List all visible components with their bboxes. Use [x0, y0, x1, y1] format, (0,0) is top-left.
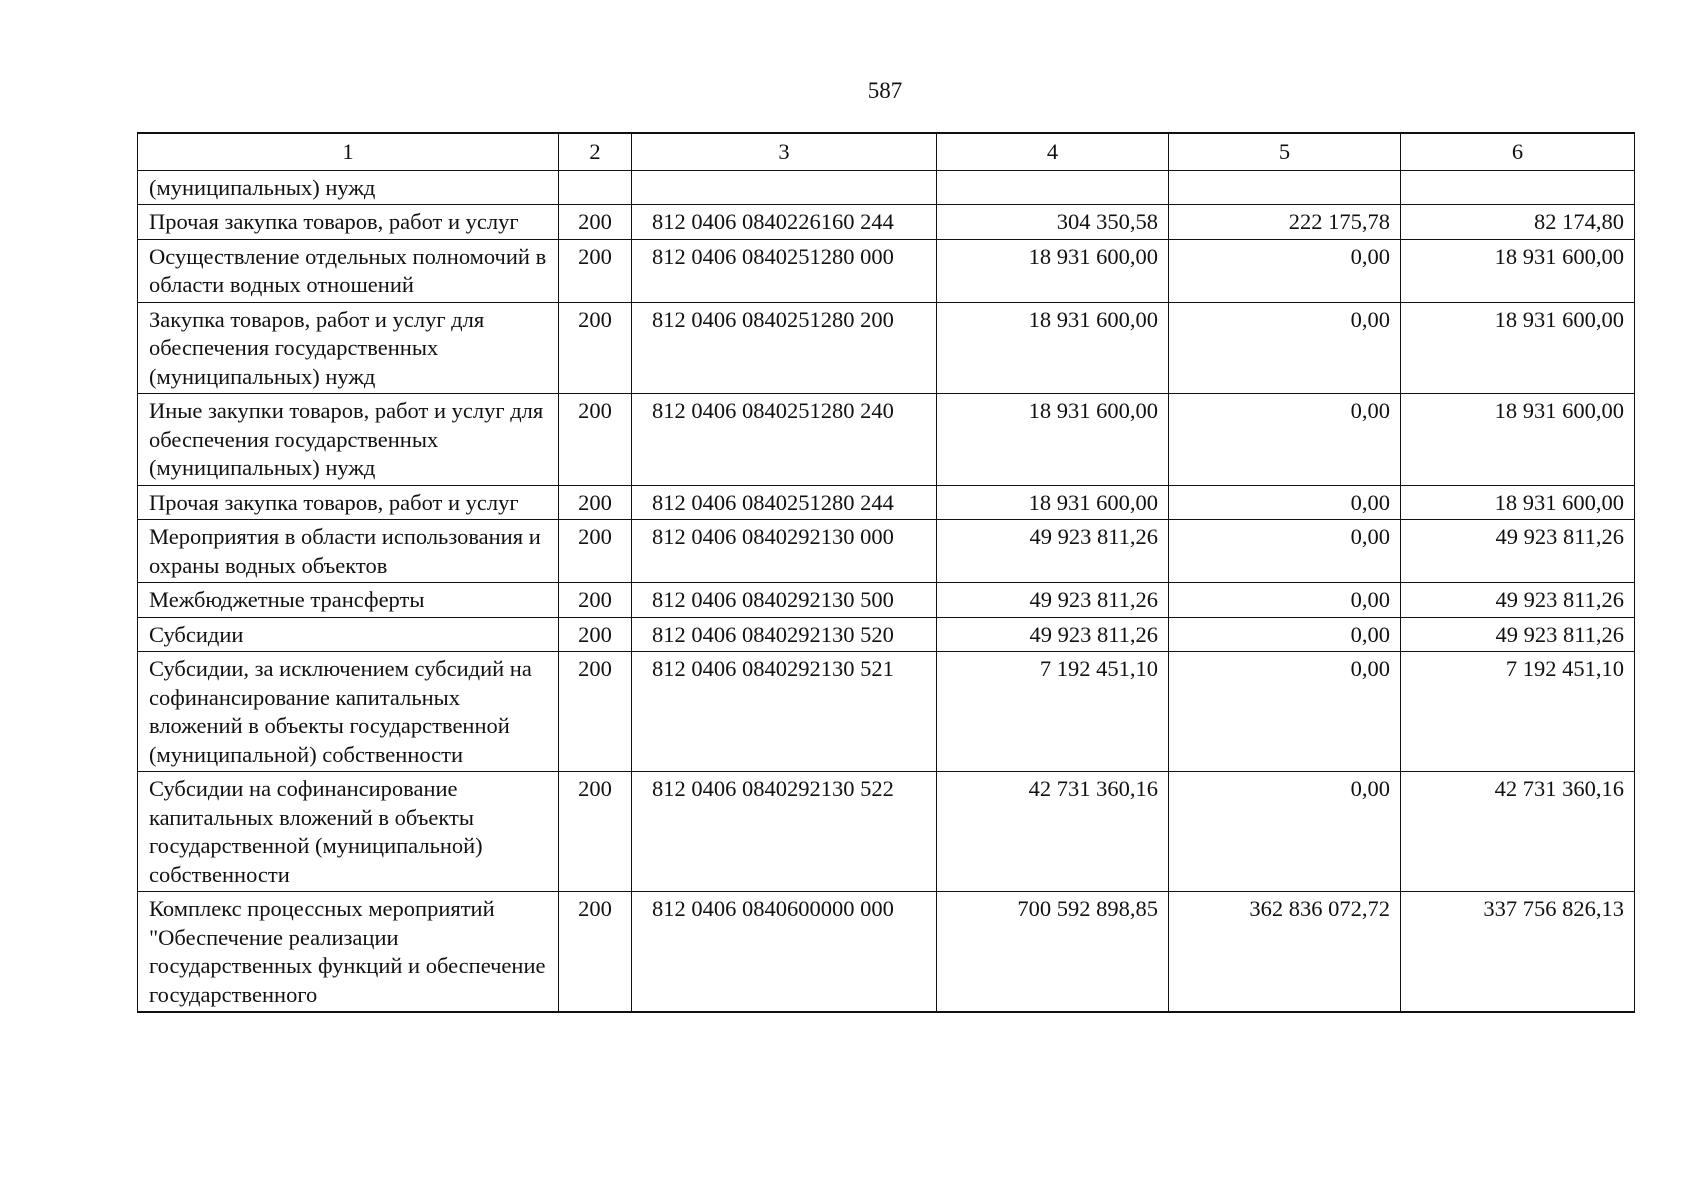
row-executed-amount-cell: 0,00 — [1169, 617, 1401, 652]
row-name-cell: Мероприятия в области использования и охраны водных объектов — [138, 520, 559, 583]
table-row — [138, 772, 1635, 892]
row-line-code-cell: 200 — [559, 485, 632, 520]
row-classification-code-cell — [632, 170, 937, 205]
row-executed-amount-cell: 0,00 — [1169, 239, 1401, 302]
page-number: 587 — [867, 78, 903, 103]
row-executed-amount-cell: 0,00 — [1169, 394, 1401, 486]
row-approved-amount-cell: 700 592 898,85 — [937, 892, 1169, 1013]
row-executed-amount-cell: 0,00 — [1169, 772, 1401, 892]
row-approved-amount-cell: 18 931 600,00 — [937, 485, 1169, 520]
row-name-cell: Межбюджетные трансферты — [138, 583, 559, 618]
row-remaining-amount-cell — [1401, 170, 1635, 205]
row-remaining-amount-cell: 18 931 600,00 — [1401, 394, 1635, 486]
row-classification-code-cell: 812 0406 0840292130 521 — [632, 652, 937, 772]
column-header: 4 — [937, 133, 1169, 170]
row-line-code-cell: 200 — [559, 239, 632, 302]
row-executed-amount-cell: 222 175,78 — [1169, 205, 1401, 240]
row-name-cell: Осуществление отдельных полномочий в области водных отношений — [138, 239, 559, 302]
row-executed-amount-cell: 0,00 — [1169, 485, 1401, 520]
row-name-cell: (муниципальных) нужд — [138, 170, 559, 205]
row-approved-amount-cell: 42 731 360,16 — [937, 772, 1169, 892]
table-row — [138, 583, 1635, 618]
row-remaining-amount-cell: 18 931 600,00 — [1401, 485, 1635, 520]
table-body — [138, 170, 1635, 1012]
row-classification-code-cell: 812 0406 0840226160 244 — [632, 205, 937, 240]
row-line-code-cell: 200 — [559, 617, 632, 652]
row-classification-code-cell: 812 0406 0840292130 522 — [632, 772, 937, 892]
row-remaining-amount-cell: 18 931 600,00 — [1401, 239, 1635, 302]
row-line-code-cell: 200 — [559, 520, 632, 583]
row-executed-amount-cell: 362 836 072,72 — [1169, 892, 1401, 1013]
column-header: 2 — [559, 133, 632, 170]
row-remaining-amount-cell: 337 756 826,13 — [1401, 892, 1635, 1013]
row-line-code-cell: 200 — [559, 652, 632, 772]
row-remaining-amount-cell: 42 731 360,16 — [1401, 772, 1635, 892]
table-row — [138, 617, 1635, 652]
table-row — [138, 485, 1635, 520]
row-line-code-cell: 200 — [559, 772, 632, 892]
table-row — [138, 170, 1635, 205]
budget-table — [137, 132, 1635, 1013]
row-line-code-cell: 200 — [559, 302, 632, 394]
row-line-code-cell: 200 — [559, 892, 632, 1013]
row-name-cell: Субсидии на софинансирование капитальных вложений в объекты государственной (муниципальной) собственности — [138, 772, 559, 892]
table-header-row — [138, 133, 1635, 170]
row-executed-amount-cell — [1169, 170, 1401, 205]
row-line-code-cell: 200 — [559, 205, 632, 240]
row-name-cell: Закупка товаров, работ и услуг для обеспечения государственных (муниципальных) нужд — [138, 302, 559, 394]
table-row — [138, 205, 1635, 240]
row-name-cell: Прочая закупка товаров, работ и услуг — [138, 205, 559, 240]
column-header: 5 — [1169, 133, 1401, 170]
row-approved-amount-cell: 7 192 451,10 — [937, 652, 1169, 772]
table-row — [138, 652, 1635, 772]
row-remaining-amount-cell: 82 174,80 — [1401, 205, 1635, 240]
row-approved-amount-cell: 18 931 600,00 — [937, 302, 1169, 394]
row-name-cell: Иные закупки товаров, работ и услуг для обеспечения государственных (муниципальных) нужд — [138, 394, 559, 486]
table-row — [138, 302, 1635, 394]
row-classification-code-cell: 812 0406 0840292130 500 — [632, 583, 937, 618]
table-row — [138, 394, 1635, 486]
column-header: 6 — [1401, 133, 1635, 170]
row-executed-amount-cell: 0,00 — [1169, 652, 1401, 772]
row-name-cell: Комплекс процессных мероприятий "Обеспечение реализации государственных функций и обеспечение государственного — [138, 892, 559, 1013]
row-approved-amount-cell: 49 923 811,26 — [937, 520, 1169, 583]
row-executed-amount-cell: 0,00 — [1169, 520, 1401, 583]
row-classification-code-cell: 812 0406 0840251280 200 — [632, 302, 937, 394]
column-header: 1 — [138, 133, 559, 170]
column-header: 3 — [632, 133, 937, 170]
row-approved-amount-cell: 49 923 811,26 — [937, 617, 1169, 652]
row-remaining-amount-cell: 49 923 811,26 — [1401, 583, 1635, 618]
table-row — [138, 520, 1635, 583]
row-classification-code-cell: 812 0406 0840292130 520 — [632, 617, 937, 652]
row-executed-amount-cell: 0,00 — [1169, 302, 1401, 394]
row-classification-code-cell: 812 0406 0840251280 244 — [632, 485, 937, 520]
table-row — [138, 239, 1635, 302]
table-row — [138, 892, 1635, 1013]
row-approved-amount-cell: 49 923 811,26 — [937, 583, 1169, 618]
row-remaining-amount-cell: 7 192 451,10 — [1401, 652, 1635, 772]
row-remaining-amount-cell: 18 931 600,00 — [1401, 302, 1635, 394]
row-line-code-cell: 200 — [559, 583, 632, 618]
row-classification-code-cell: 812 0406 0840251280 000 — [632, 239, 937, 302]
row-remaining-amount-cell: 49 923 811,26 — [1401, 520, 1635, 583]
row-executed-amount-cell: 0,00 — [1169, 583, 1401, 618]
row-line-code-cell — [559, 170, 632, 205]
row-approved-amount-cell: 18 931 600,00 — [937, 239, 1169, 302]
row-name-cell: Субсидии — [138, 617, 559, 652]
row-name-cell: Субсидии, за исключением субсидий на софинансирование капитальных вложений в объекты государственной (муниципальной) собственности — [138, 652, 559, 772]
row-remaining-amount-cell: 49 923 811,26 — [1401, 617, 1635, 652]
row-classification-code-cell: 812 0406 0840251280 240 — [632, 394, 937, 486]
row-approved-amount-cell: 18 931 600,00 — [937, 394, 1169, 486]
row-name-cell: Прочая закупка товаров, работ и услуг — [138, 485, 559, 520]
row-approved-amount-cell: 304 350,58 — [937, 205, 1169, 240]
row-approved-amount-cell — [937, 170, 1169, 205]
row-classification-code-cell: 812 0406 0840600000 000 — [632, 892, 937, 1013]
row-line-code-cell: 200 — [559, 394, 632, 486]
row-classification-code-cell: 812 0406 0840292130 000 — [632, 520, 937, 583]
